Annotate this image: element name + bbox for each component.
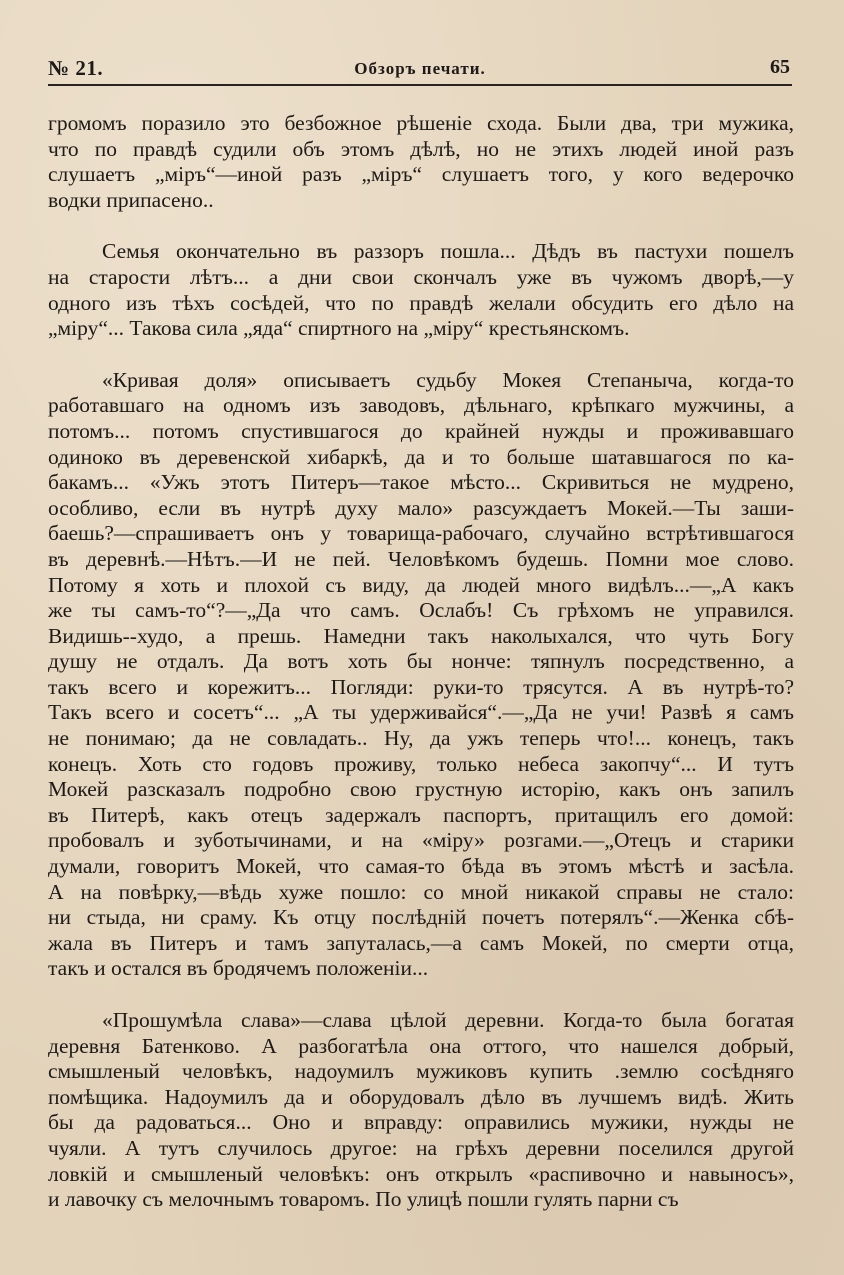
paragraph-gap <box>48 982 794 1008</box>
text-line: «Прошумѣла слава»—слава цѣлой деревни. Когда-то была богатая <box>102 1008 794 1032</box>
text-line: Семья окончательно въ раззоръ пошла... Дѣдъ въ пастухи пошелъ <box>102 239 794 264</box>
text-line: ловкій и смышленый человѣкъ: онъ открылъ «распивочно и навыносъ», <box>48 1161 794 1186</box>
text-line: работавшаго на одномъ изъ заводовъ, дѣльнаго, крѣпкаго мужчины, а <box>48 393 794 418</box>
text-line: помѣщика. Надоумилъ да и оборудовалъ дѣло въ лучшемъ видѣ. Жить <box>48 1084 794 1109</box>
running-header <box>48 56 792 86</box>
text-line: и лавочку съ мелочнымъ товаромъ. По улицѣ пошли гулять парни съ <box>48 1187 679 1212</box>
text-line: что по правдѣ судили объ этомъ дѣлѣ, но не этихъ людей иной разъ <box>48 136 794 161</box>
text-line: такъ всего и корежитъ... Погляди: руки-то трясутся. А въ нутрѣ-то? <box>48 674 794 699</box>
text-line: слушаетъ „міръ“—иной разъ „міръ“ слушаетъ того, у кого ведерочко <box>48 162 794 187</box>
text-line: бы да радоваться... Оно и вправду: оправились мужики, нужды не <box>48 1110 794 1135</box>
paragraph <box>48 111 794 213</box>
body-text <box>48 111 794 1213</box>
text-line: Такъ всего и сосетъ“... „А ты удерживайся“.—„Да не учи! Развѣ я самъ <box>48 700 794 725</box>
text-line: Видишь--худо, а прешь. Намедни такъ наколыхался, что чуть Богу <box>48 623 794 648</box>
text-line: Потому я хоть и плохой съ виду, да людей много видѣлъ...—„А какъ <box>48 572 794 597</box>
text-line: не понимаю; да не совладать.. Ну, да ужъ теперь что!... конецъ, такъ <box>48 726 794 751</box>
text-line: «Кривая доля» описываетъ судьбу Мокея Степаныча, когда-то <box>102 367 794 392</box>
paragraph-gap <box>48 213 794 239</box>
text-line: на старости лѣтъ... а дни свои скончалъ уже въ чужомъ дворѣ,—у <box>48 264 794 289</box>
text-line: думали, говоритъ Мокей, что самая-то бѣда въ этомъ мѣстѣ и засѣла. <box>48 854 794 879</box>
paragraph-gap <box>48 342 794 368</box>
text-line: бакамъ... «Ужъ этотъ Питеръ—такое мѣсто... Скривиться не мудрено, <box>48 470 794 495</box>
page-number: 65 <box>770 56 790 78</box>
text-line: особливо, если въ нутрѣ духу мало» разсуждаетъ Мокей.—Ты заши- <box>48 495 794 520</box>
text-line: пробовалъ и зуботычинами, и на «міру» розгами.—„Отецъ и старики <box>48 828 794 853</box>
paragraph <box>48 368 794 982</box>
text-line: „міру“... Такова сила „яда“ спиртного на „міру“ крестьянскомъ. <box>48 316 630 341</box>
text-line: въ Питерѣ, какъ отецъ задержалъ паспортъ, притащилъ его домой: <box>48 802 794 827</box>
issue-number: № 21. <box>48 56 104 80</box>
section-title: Обзоръ печати. <box>354 59 486 78</box>
text-line: громомъ поразило это безбожное рѣшеніе схода. Были два, три мужика, <box>48 111 794 135</box>
text-line: водки припасено.. <box>48 187 214 212</box>
paragraph <box>48 1008 794 1213</box>
text-line: деревня Батенково. А разбогатѣла она оттого, что нашелся добрый, <box>48 1033 794 1058</box>
text-line: одиноко въ деревенской хибаркѣ, да и то больше шатавшагося по ка- <box>48 444 794 469</box>
text-line: чуяли. А тутъ случилось другое: на грѣхъ деревни поселился другой <box>48 1135 794 1160</box>
text-line: конецъ. Хоть сто годовъ проживу, только небеса закопчу“... И тутъ <box>48 751 794 776</box>
text-line: потомъ... потомъ спустившагося до крайней нужды и проживавшаго <box>48 418 794 443</box>
text-line: въ деревнѣ.—Нѣтъ.—И не пей. Человѣкомъ будешь. Помни мое слово. <box>48 546 794 571</box>
text-line: же ты самъ-то“?—„Да что самъ. Ослабъ! Съ грѣхомъ не управился. <box>48 598 794 623</box>
text-line: ни стыда, ни сраму. Къ отцу послѣдній почетъ потерялъ“.—Женка сбѣ- <box>48 905 794 930</box>
text-line: жала въ Питеръ и тамъ запуталась,—а самъ Мокей, по смерти отца, <box>48 930 794 955</box>
text-line: смышленый человѣкъ, надоумилъ мужиковъ купить .землю сосѣдняго <box>48 1059 794 1084</box>
text-line: одного изъ тѣхъ сосѣдей, что по правдѣ желали обсудить его дѣло на <box>48 290 794 315</box>
text-line: баешь?—спрашиваетъ онъ у товарища-рабочаго, случайно встрѣтившагося <box>48 521 794 546</box>
text-line: А на повѣрку,—вѣдь хуже пошло: со мной никакой справы не стало: <box>48 879 794 904</box>
text-line: Мокей разсказалъ подробно свою грустную исторію, какъ онъ запилъ <box>48 777 794 802</box>
text-line: такъ и остался въ бродячемъ положеніи... <box>48 956 429 981</box>
paragraph <box>48 239 794 341</box>
text-line: душу не отдалъ. Да вотъ хоть бы нонче: тяпнулъ посредственно, а <box>48 649 794 674</box>
